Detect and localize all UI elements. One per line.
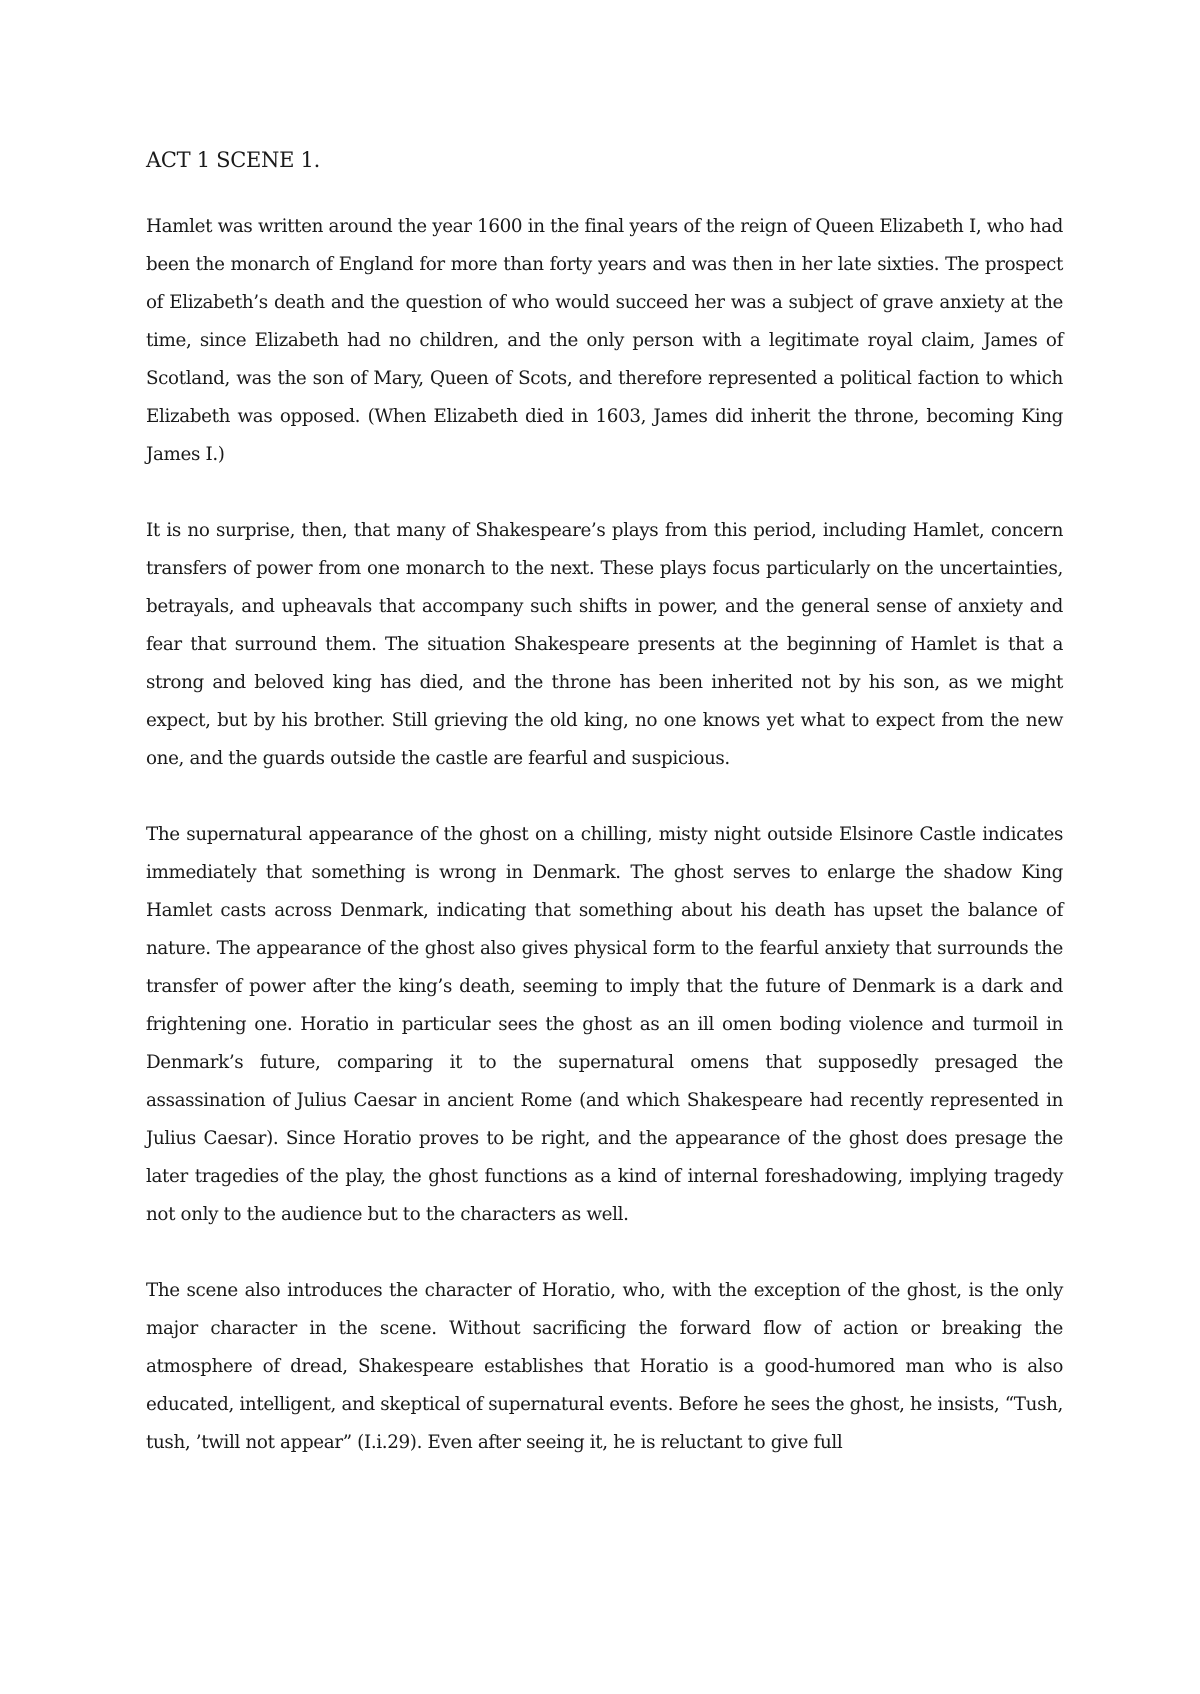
paragraph-transfer-of-power: It is no surprise, then, that many of Shakespeare’s plays from this period, including Hamlet, concern transfers of power from one monarch to the next. These plays focus particularly on the uncertainties, betrayals, and upheavals that accompany such shifts in power, and the general sense of anxiety and fear that surround them. The situation Shakespeare presents at the beginning of Hamlet is that a strong and beloved king has died, and the throne has been inherited not by his son, as we might expect, but by his brother. Still grieving the old king, no one knows yet what to expect from the new one, and the guards outside the castle are fearful and suspicious. [146, 520, 1063, 769]
paragraph-ghost-appearance: The supernatural appearance of the ghost on a chilling, misty night outside Elsinore Castle indicates immediately that something is wrong in Denmark. The ghost serves to enlarge the shadow King Hamlet casts across Denmark, indicating that something about his death has upset the balance of nature. The appearance of the ghost also gives physical form to the fearful anxiety that surrounds the transfer of power after the king’s death, seeming to imply that the future of Denmark is a dark and frightening one. Horatio in particular sees the ghost as an ill omen boding violence and turmoil in Denmark’s future, comparing it to the supernatural omens that supposedly presaged the assassination of Julius Caesar in ancient Rome (and which Shakespeare had recently represented in Julius Caesar). Since Horatio proves to be right, and the appearance of the ghost does presage the later tragedies of the play, the ghost functions as a kind of internal foreshadowing, implying tragedy not only to the audience but to the characters as well. [146, 824, 1063, 1225]
section-heading: ACT 1 SCENE 1. [146, 148, 320, 172]
paragraph-historical-context: Hamlet was written around the year 1600 in the final years of the reign of Queen Elizabeth I, who had been the monarch of England for more than forty years and was then in her late sixties. The prospect of Elizabeth’s death and the question of who would succeed her was a subject of grave anxiety at the time, since Elizabeth had no children, and the only person with a legitimate royal claim, James of Scotland, was the son of Mary, Queen of Scots, and therefore represented a political faction to which Elizabeth was opposed. (When Elizabeth died in 1603, James did inherit the throne, becoming King James I.) [146, 216, 1063, 465]
paragraph-horatio: The scene also introduces the character of Horatio, who, with the exception of the ghost, is the only major character in the scene. Without sacrificing the forward flow of action or breaking the atmosphere of dread, Shakespeare establishes that Horatio is a good-humored man who is also educated, intelligent, and skeptical of supernatural events. Before he sees the ghost, he insists, “Tush, tush, ’twill not appear” (I.i.29). Even after seeing it, he is reluctant to give full [146, 1280, 1063, 1453]
document-body [146, 144, 1063, 1462]
